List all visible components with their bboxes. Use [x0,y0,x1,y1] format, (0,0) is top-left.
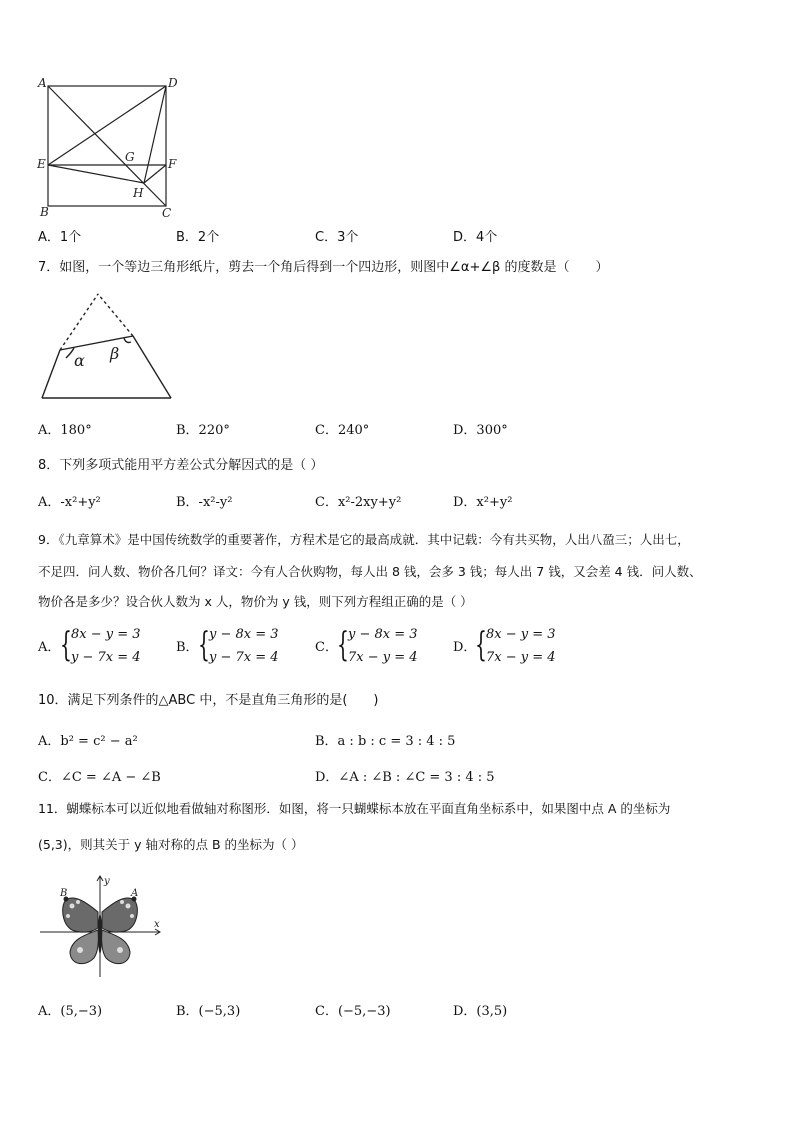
q10-option-b[interactable]: B．a : b : c = 3 : 4 : 5 [315,734,456,749]
label-h: H [133,186,144,200]
q9-option-c-label: C． [315,640,338,655]
q7-option-d[interactable]: D．300° [453,423,508,438]
label-g: G [125,150,135,164]
label-f: F [168,157,177,171]
q9-option-b-eq1: y − 8x = 3 [209,627,279,642]
q8-option-b[interactable]: B．-x²-y² [176,495,233,510]
q6-option-b[interactable]: B．2个 [176,230,220,245]
q11-line1: 11．蝴蝶标本可以近似地看做轴对称图形．如图，将一只蝴蝶标本放在平面直角坐标系中，如果图中点 A 的坐标为 [38,801,671,816]
label-a: A [38,76,47,90]
q11-option-b[interactable]: B．(−5,3) [176,1004,241,1019]
q7-figure [38,292,178,404]
triangle-left-edge [42,350,60,398]
q8-option-a[interactable]: A．-x²+y² [38,495,101,510]
q9-option-b-eq2: y − 7x = 4 [209,650,279,665]
brace-icon: { [60,625,72,665]
q6-figure [36,78,186,218]
dashed-left [60,294,98,350]
label-e: E [37,157,46,171]
label-alpha: α [74,351,85,370]
q7-option-b[interactable]: B．220° [176,423,230,438]
label-b: B [40,205,49,219]
brace-icon: { [337,625,349,665]
label-c: C [162,206,172,220]
q6-option-c[interactable]: C．3个 [315,230,359,245]
q11-option-d[interactable]: D．(3,5) [453,1004,508,1019]
q8-option-c[interactable]: C．x²-2xy+y² [315,495,402,510]
q9-option-d[interactable] [453,624,583,670]
q10-option-c[interactable]: C．∠C = ∠A − ∠B [38,770,161,785]
q7-option-a[interactable]: A．180° [38,423,92,438]
brace-icon: { [198,625,210,665]
q9-option-c-eq1: y − 8x = 3 [348,627,418,642]
q11-line2: (5,3)，则其关于 y 轴对称的点 B 的坐标为（ ） [38,837,304,852]
q9-option-c[interactable] [315,624,445,670]
q9-option-d-eq2: 7x − y = 4 [486,650,556,665]
q8-stem: 8．下列多项式能用平方差公式分解因式的是（ ） [38,458,324,473]
q9-line3: 物价各是多少？设合伙人数为 x 人，物价为 y 钱，则下列方程组正确的是（ ） [38,594,473,609]
line-ed [48,86,166,165]
q9-line1: 9．《九章算术》是中国传统数学的重要著作，方程术是它的最高成就．其中记载：今有共买物，人出八盈三；人出七， [38,532,690,547]
q10-option-d[interactable]: D．∠A : ∠B : ∠C = 3 : 4 : 5 [315,770,495,785]
q10-stem: 10．满足下列条件的△ABC 中，不是直角三角形的是( ) [38,693,379,708]
q9-option-a-eq2: y − 7x = 4 [71,650,141,665]
triangle-right-edge [133,336,171,398]
q9-option-a[interactable] [38,624,168,670]
label-a: A [131,888,139,899]
cut-line [60,336,133,350]
line-ac [48,86,166,206]
q9-option-d-eq1: 8x − y = 3 [486,627,556,642]
label-beta: β [110,344,120,363]
q6-option-a[interactable]: A．1个 [38,230,82,245]
angle-beta-arc [124,338,131,343]
q7-stem: 7．如图，一个等边三角形纸片，剪去一个角后得到一个四边形，则图中∠α+∠β 的度数是（ ） [38,260,609,275]
q9-line2: 不足四．问人数、物价各几何？译文：今有人合伙购物，每人出 8 钱，会多 3 钱；每人出 7 钱，又会差 4 钱．问人数、 [38,564,702,579]
line-eh [48,165,144,183]
label-b: B [60,888,68,899]
q9-option-a-eq1: 8x − y = 3 [71,627,141,642]
angle-alpha-arc [66,348,74,358]
brace-icon: { [475,625,487,665]
q9-option-c-eq2: 7x − y = 4 [348,650,418,665]
q9-option-d-label: D． [453,640,477,655]
q9-option-b-label: B． [176,640,199,655]
label-d: D [168,76,178,90]
q10-option-a[interactable]: A．b² = c² − a² [38,734,138,749]
label-x: x [154,919,160,930]
q11-option-a[interactable]: A．(5,−3) [38,1004,103,1019]
q9-option-b[interactable] [176,624,306,670]
label-y: y [104,876,110,887]
dashed-right [98,294,133,336]
q11-option-c[interactable]: C．(−5,−3) [315,1004,391,1019]
q8-option-d[interactable]: D．x²+y² [453,495,513,510]
q7-option-c[interactable]: C．240° [315,423,370,438]
q9-option-a-label: A． [38,640,61,655]
q6-option-d[interactable]: D．4个 [453,230,498,245]
q11-butterfly-figure [38,872,168,982]
